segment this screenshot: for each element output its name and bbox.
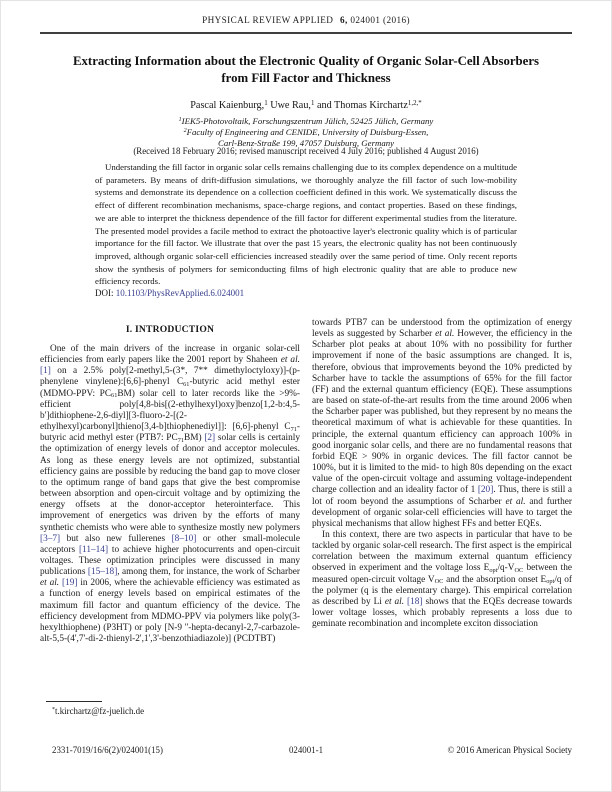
citation-link[interactable]: [18] — [407, 596, 423, 607]
two-column-body — [40, 318, 572, 716]
section-heading-introduction: I. INTRODUCTION — [125, 324, 215, 335]
citation-link[interactable]: [2] — [204, 433, 216, 444]
journal-article-info: 024001 (2016) — [350, 15, 410, 25]
citation-link[interactable]: [8–10] — [171, 533, 197, 544]
affiliation-line: $^2$Faculty of Engineering and CENIDE, University of Duisburg-Essen, — [183, 126, 429, 137]
footer-copyright: © 2016 American Physical Society — [447, 745, 572, 755]
footer-page-number: 024001-1 — [288, 745, 324, 755]
abstract-body: Understanding the fill factor in organic solar cells remains challenging due to its complex dependence on a multitude of parameters. By means of drift-diffusion simulations, we thoroughly analyze the fill factor of such low-mobility systems and demonstrate its dependence on a collection coefficient defined in this work. We systematically discuss the effect of different recombination mechanisms, space-charge regions, and contact properties. Based on these findings, we are able to interpret the thickness dependence of the fill factor for different experimental studies from the literature. The presented model provides a facile method to extract the photoactive layer's electronic quality which is of particular importance for the fill factor. We illustrate that over the past 15 years, the electronic quality has not been continuously improved, although organic solar-cell efficiencies increased steadily over the same period of time. Only recent reports show the synthesis of polymers for semiconducting films of high electronic quality that are able to produce new efficiency records. — [95, 162, 517, 287]
header-rule — [40, 32, 572, 34]
authors-line: Pascal Kaienburg,$^1$ Uwe Rau,$^1$ and Thomas Kirchartz$^{1,2,*}$ — [190, 99, 422, 111]
citation-link[interactable]: [1] — [40, 366, 51, 377]
affiliation-line: Carl-Benz-Straße 199, 47057 Duisburg, Germany — [217, 137, 395, 148]
context-paragraph: In this context, there are two aspects in particular that have to be tackled by organic solar-cell research. The first aspect is the empirical correlation between the maximum external quantum efficiency observed in experiment and the voltage loss $E_{opt}/q-V_{OC}$ between the measured open-circuit voltage $V_{OC}$ and the absorption onset $E_{opt}/q$ of the polymer (q is the elementary charge). This empirical correlation as described by Li et al. [18] shows that the EQEs decrease towards lower voltage losses, which probably represents a loss due to geminate recombination and incomplete exciton dissociation — [312, 529, 572, 630]
abstract-text — [95, 161, 517, 288]
right-column — [312, 318, 572, 716]
page-footer — [40, 745, 572, 755]
affiliations-block — [40, 116, 572, 148]
intro-paragraph: One of the main drivers of the increase in organic solar-cell efficiencies from early papers like the 2001 report by Shaheen et al. [1] on a 2.5% poly[2-methyl,5-(3*, 7** dimethyloctyloxy)]-(p-phenylene vinylene):[6,6]-phenyl $C_{61}$-butyric acid methyl ester (MDMO-PPV: $PC_{61}BM$) solar cell to later records like the >9%-efficient poly[4,8-bis[(2-ethylhexyl)oxy]benzo[1,2-b:4,5-b']dithiophene-2,6-diyl][3-fluoro-2-[(2-ethylhexyl)carbonyl]thieno[3,4-b]thiophenediyl]]: [6,6]-phenyl $C_{71}$-butyric acid methyl ester (PTB7: $PC_{71}BM$) [2] solar cells is certainly the optimization of energy levels of donor and acceptor molecules. As long as these energy levels are not optimized, substantial efficiency gains are possible by reducing the band gap to move closer to the optimum range of band gaps that give the best compromise between absorption and open-circuit voltage and by optimizing the energy offsets at the donor-acceptor heterointerface. This improvement of energetics was driven by the efforts of many synthetic chemists who were able to synthesize mostly new polymers [3–7] but also new fullerenes [8–10] or other small-molecule acceptors [11–14] to achieve higher photocurrents and open-circuit voltages. These optimization principles were discussed in many publications [15–18], among them, for instance, the work of Scharber et al. [19] in 2006, where the achievable efficiency was estimated as a function of energy levels based on empirical estimates of the maximum fill factor and quantum efficiency of the device. The efficiency development from MDMO-PPV via polymers like poly(3-hexylthiophene) (P3HT) or poly [N-9 ''-hepta-decanyl-2,7-carbazole-alt-5,5-(4',7'-di-2-thienyl-2',1',3'-benzothiadiazole)] (PCDTBT) — [40, 344, 300, 645]
citation-link[interactable]: [20] — [477, 485, 494, 496]
doi-label: DOI: — [95, 288, 114, 298]
citation-link[interactable]: [3–7] — [40, 533, 61, 544]
footnote-rule — [46, 701, 102, 702]
footer-issn: 2331-7019/16/6(2)/024001(15) — [52, 745, 163, 755]
journal-name: PHYSICAL REVIEW APPLIED — [202, 15, 334, 25]
author-footnote — [40, 698, 300, 716]
paper-title: Extracting Information about the Electronic Quality of Organic Solar-Cell Absorbers from Fill Factor and Thickness — [73, 54, 539, 85]
citation-link[interactable]: [11–14] — [78, 544, 109, 555]
journal-volume: 6, — [339, 15, 348, 25]
intro-paragraph-continued: towards PTB7 can be understood from the optimization of energy levels as suggested by Scharber et al. However, the efficiency in the Scharber plot peaks at about 10% with no possibility for further improvement if none of the basic assumptions are changed. It is, therefore, obvious that improvements beyond the 10% predicted by Scharber have to tackle the assumptions of 65% for the fill factor (FF) and the external quantum efficiency (EQE). These assumptions are based on state-of-the-art results from the time around 2006 when the Scharber paper was published, but they represent by no means the theoretical maximum of what is achievable for these quantities. In principle, the external quantum efficiency can approach 100% in good inorganic solar cells, and there are no fundamental reasons that forbid EQE > 90% in organic devices. The fill factor cannot be 100%, but it is limited to the mid- to high 80s depending on the exact value of the open-circuit voltage and assuming voltage-independent charge collection and an ideality factor of 1 [20]. Thus, there is still a lot of room beyond the assumptions of Scharber et al. and further development of organic solar-cell efficiencies will have to target the physical mechanisms that allow highest FFs and better EQEs. — [312, 318, 572, 529]
doi-line — [95, 288, 244, 298]
left-column — [40, 318, 300, 716]
footnote-email[interactable]: *t.kirchartz@fz-juelich.de — [52, 706, 145, 716]
citation-link[interactable]: [15–18] — [87, 567, 118, 578]
running-head — [0, 15, 612, 25]
received-line: (Received 18 February 2016; revised manuscript received 4 July 2016; published 4 August 2016) — [133, 146, 479, 156]
citation-link[interactable]: [19] — [61, 578, 78, 589]
affiliation-line: $^1$IEK5-Photovoltaik, Forschungszentrum Jülich, 52425 Jülich, Germany — [178, 116, 434, 126]
doi-link[interactable]: 10.1103/PhysRevApplied.6.024001 — [115, 288, 245, 298]
